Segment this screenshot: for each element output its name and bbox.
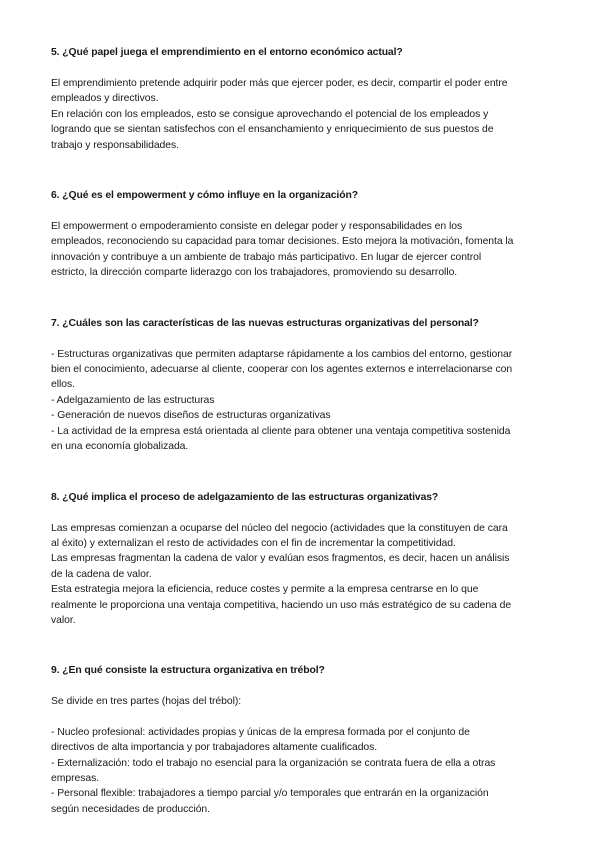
answer-line: En relación con los empleados, esto se consigue aprovechando el potencial de los empleados y [51,108,489,120]
section-5 [51,46,551,153]
answer-line: Las empresas comienzan a ocuparse del núcleo del negocio (actividades que la constituyen de cara [51,522,508,534]
question-heading: 7. ¿Cuáles son las características de las nuevas estructuras organizativas del personal? [51,317,479,329]
answer-line: - Externalización: todo el trabajo no esencial para la organización se contrata fuera de ella a otras [51,757,496,769]
answer-line: bien el conocimiento, adecuarse al cliente, cooperar con los agentes externos e interrelacionarse con [51,364,513,376]
section-7 [51,317,551,455]
answer-line: al éxito) y externalizan el resto de actividades con el fin de incrementar la competitividad. [51,537,456,549]
answer-line: logrando que se sientan satisfechos con el ensanchamiento y enriquecimiento de sus puestos de [51,124,494,136]
answer-line: innovación y contribuye a un ambiente de trabajo más participativo. En lugar de ejercer control [51,251,482,263]
answer-line: Esta estrategia mejora la eficiencia, reduce costes y permite a la empresa centrarse en lo que [51,584,479,596]
answer-line: - Adelgazamiento de las estructuras [51,394,215,406]
answer-line: empresas. [51,772,100,784]
answer-line: en una economía globalizada. [51,441,189,453]
answer-line: directivos de alta importancia y por trabajadores altamente cualificados. [51,742,378,754]
answer-line: ellos. [51,379,75,391]
answer-line: empleados y directivos. [51,93,159,105]
answer-line: empleados, reconociendo su capacidad para tomar decisiones. Esto mejora la motivación, fomenta la [51,236,514,248]
answer-line: según necesidades de producción. [51,803,210,815]
answer-line: - Estructuras organizativas que permiten adaptarse rápidamente a los cambios del entorno, gestionar [51,348,513,360]
section-8 [51,491,551,629]
answer-line: estricto, la dirección comparte liderazgo con los trabajadores, promoviendo su desarrollo. [51,267,458,279]
answer-line: - La actividad de la empresa está orientada al cliente para obtener una ventaja competitiva sostenida [51,425,511,437]
answer-line: trabajo y responsabilidades. [51,139,179,151]
document-page [51,46,551,817]
question-heading: 8. ¿Qué implica el proceso de adelgazamiento de las estructuras organizativas? [51,491,439,503]
answer-line: - Nucleo profesional: actividades propias y únicas de la empresa formada por el conjunto de [51,726,470,738]
question-heading: 9. ¿En qué consiste la estructura organizativa en trébol? [51,665,325,677]
section-9 [51,664,551,817]
question-heading: 5. ¿Qué papel juega el emprendimiento en el entorno económico actual? [51,47,403,58]
answer-line: Se divide en tres partes (hojas del trébol): [51,696,242,708]
answer-line: El empowerment o empoderamiento consiste en delegar poder y responsabilidades en los [51,221,463,233]
question-heading: 6. ¿Qué es el empowerment y cómo influye en la organización? [51,190,358,202]
section-6 [51,189,551,281]
answer-line: realmente le proporciona una ventaja competitiva, haciendo un uso más estratégico de su cadena de [51,599,512,611]
answer-line: Las empresas fragmentan la cadena de valor y evalúan esos fragmentos, es decir, hacen un análisis [51,553,510,565]
answer-line: El emprendimiento pretende adquirir poder más que ejercer poder, es decir, compartir el poder entre [51,78,508,89]
answer-line: valor. [51,614,76,626]
answer-line: - Generación de nuevos diseños de estructuras organizativas [51,410,331,422]
answer-line: - Personal flexible: trabajadores a tiempo parcial y/o temporales que entrarán en la organización [51,788,489,800]
answer-line: de la cadena de valor. [51,568,152,580]
